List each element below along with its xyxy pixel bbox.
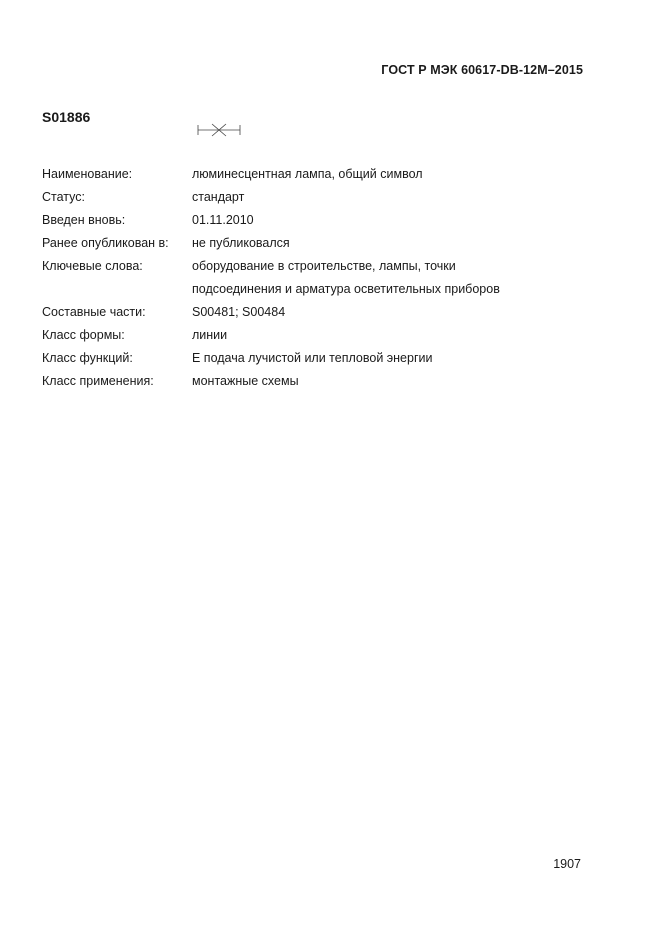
property-label: Класс применения: [42, 374, 154, 388]
property-row-keywords [42, 255, 582, 301]
property-value [192, 163, 582, 186]
value-line: стандарт [192, 190, 245, 204]
property-value [192, 370, 582, 393]
property-row-function-class [42, 347, 582, 370]
value-line: линии [192, 328, 228, 342]
property-row-application-class [42, 370, 582, 393]
value-line: E подача лучистой или тепловой энергии [192, 351, 433, 365]
properties-table [42, 163, 582, 393]
value-line: оборудование в строительстве, лампы, точки [192, 259, 456, 273]
property-label: Класс функций: [42, 351, 133, 365]
value-line: люминесцентная лампа, общий символ [192, 167, 423, 181]
value-line: подсоединения и арматура осветительных приборов [192, 282, 500, 296]
property-label: Наименование: [42, 167, 133, 181]
symbol-code: S01886 [42, 109, 91, 125]
property-row-name [42, 163, 582, 186]
property-value [192, 347, 582, 370]
property-value [192, 324, 582, 347]
property-value [192, 232, 582, 255]
property-row-status [42, 186, 582, 209]
property-value [192, 209, 582, 232]
property-value [192, 301, 582, 324]
property-value [192, 186, 582, 209]
fluorescent-lamp-symbol-icon [196, 123, 242, 137]
value-line: не публиковался [192, 236, 290, 250]
value-line: S00481; S00484 [192, 305, 286, 319]
value-line: монтажные схемы [192, 374, 299, 388]
property-label: Ключевые слова: [42, 259, 143, 273]
property-label: Составные части: [42, 305, 146, 319]
property-label: Введен вновь: [42, 213, 126, 227]
page-number: 1907 [553, 857, 581, 871]
value-line: 01.11.2010 [192, 213, 254, 227]
property-value [192, 255, 582, 301]
property-label: Ранее опубликован в: [42, 236, 169, 250]
standard-designation: ГОСТ Р МЭК 60617-DB-12M–2015 [381, 63, 583, 77]
property-row-introduced [42, 209, 582, 232]
property-label: Класс формы: [42, 328, 125, 342]
property-row-shape-class [42, 324, 582, 347]
property-label: Статус: [42, 190, 85, 204]
property-row-components [42, 301, 582, 324]
property-row-published [42, 232, 582, 255]
